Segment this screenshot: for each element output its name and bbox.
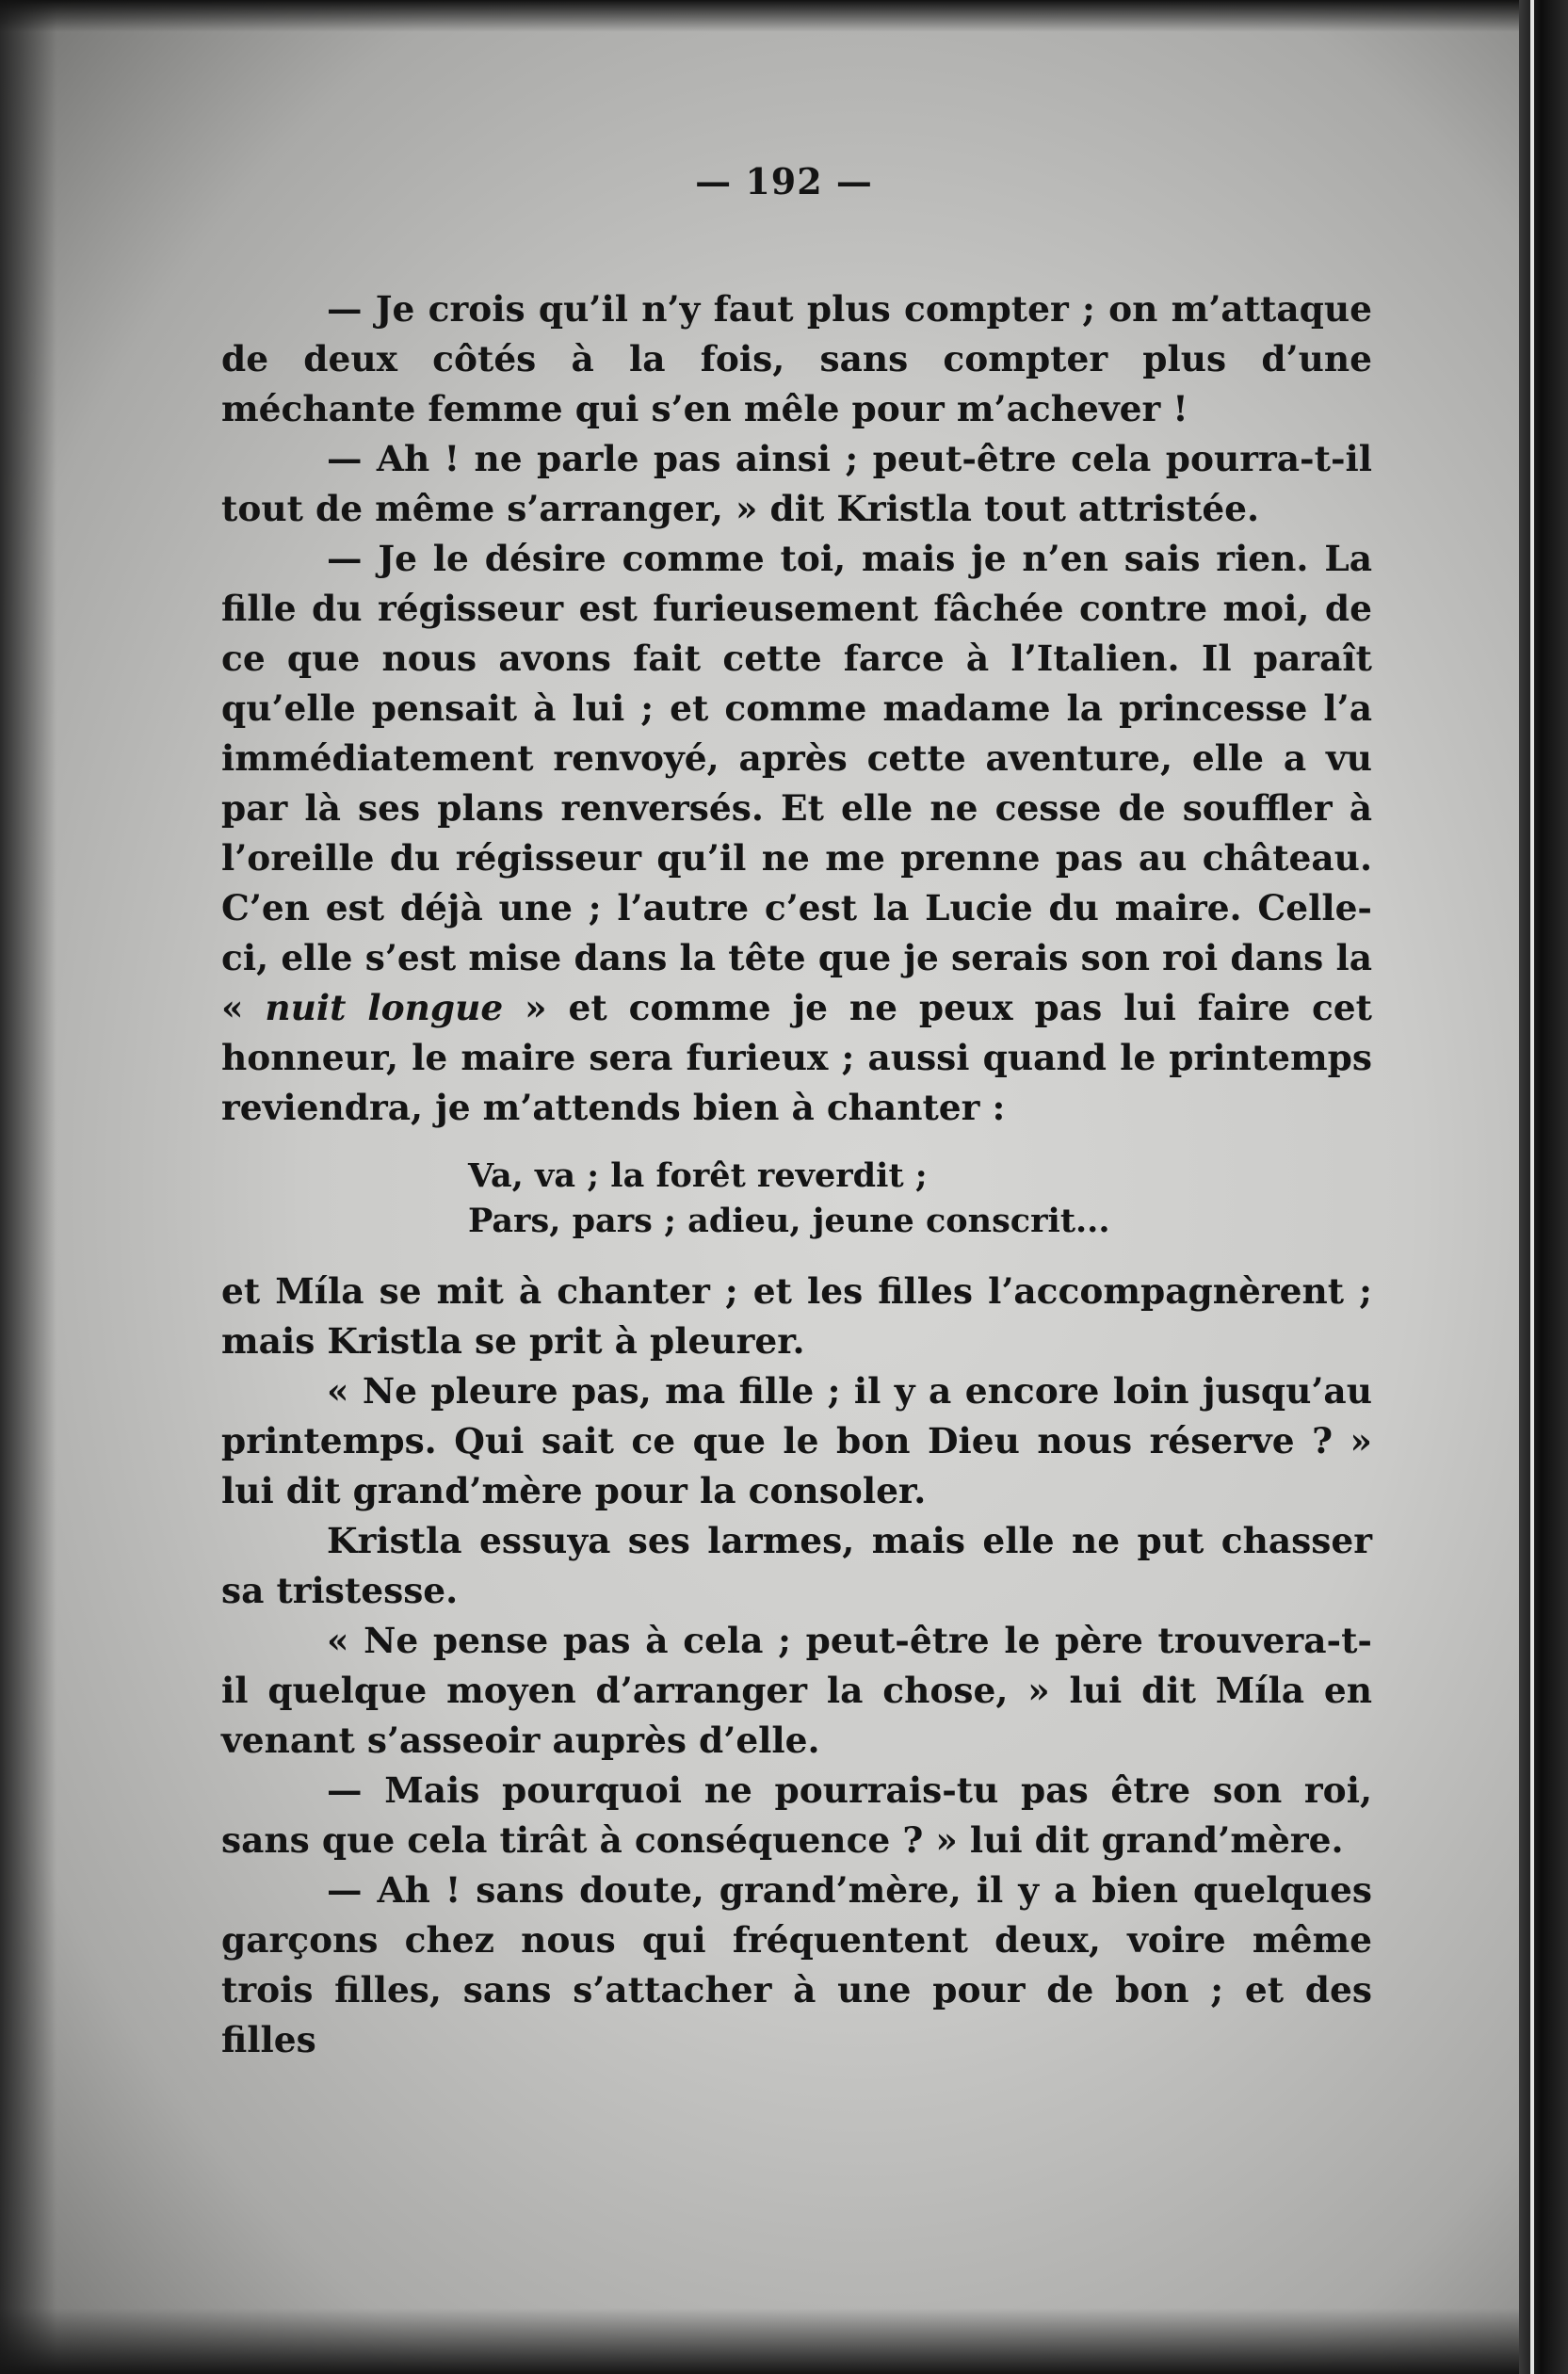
italic-phrase: nuit longue <box>265 987 504 1028</box>
paragraph: — Ah ! sans doute, grand’mère, il y a bien quelques garçons chez nous qui fréquentent deux, voire même trois filles, sans s’attacher à une pour de bon ; et des filles <box>221 1869 1372 2060</box>
paragraph: Kristla essuya ses larmes, mais elle ne put chasser sa tristesse. <box>221 1520 1372 1611</box>
verse-line: Pars, pars ; adieu, jeune conscrit... <box>468 1202 1110 1240</box>
page-shadow-left <box>0 0 57 2374</box>
page-shadow-top <box>0 0 1568 32</box>
paragraph: et Míla se mit à chanter ; et les filles l’accompagnèrent ; mais Kristla se prit à pleurer. <box>221 1270 1372 1362</box>
page-number: — 192 — <box>695 160 873 202</box>
paragraph-text: — Je le désire comme toi, mais je n’en sais rien. La fille du régisseur est furieusement fâchée contre moi, de ce que nous avons fait cette farce à l’Italien. Il paraît qu’elle pensait à lui ; et comme madame la princesse l’a immédiatement renvoyé, après cette aventure, elle a vu par là ses plans renversés. Et elle ne cesse de souffler à l’oreille du régisseur qu’il ne me prenne pas au château. C’en est déjà une ; l’autre c’est la Lucie du maire. Celle-ci, elle s’est mise dans la tête que je serais son roi dans la « <box>221 538 1372 1028</box>
paragraph: « Ne pense pas à cela ; peut-être le père trouvera-t-il quelque moyen d’arranger la chose, » lui dit Míla en venant s’asseoir auprès d’elle. <box>221 1620 1372 1761</box>
song-verse <box>468 1154 1372 1244</box>
book-spine-edge <box>1519 0 1568 2374</box>
paragraph-text: » et comme je ne peux pas lui faire cet honneur, le maire sera furieux ; aussi quand le printemps reviendra, je m’attends bien à chanter : <box>221 987 1372 1128</box>
page-shadow-bottom <box>0 2308 1568 2374</box>
paragraph: — Ah ! ne parle pas ainsi ; peut-être cela pourra-t-il tout de même s’arranger, » dit Kristla tout attristée. <box>221 438 1372 529</box>
body-text <box>221 284 1372 2065</box>
paragraph: « Ne pleure pas, ma fille ; il y a encore loin jusqu’au printemps. Qui sait ce que le bon Dieu nous réserve ? » lui dit grand’mère pour la consoler. <box>221 1370 1372 1511</box>
verse-line: Va, va ; la forêt reverdit ; <box>468 1156 928 1195</box>
paragraph: — Je crois qu’il n’y faut plus compter ; on m’attaque de deux côtés à la fois, sans compter plus d’une méchante femme qui s’en mêle pour m’achever ! <box>221 288 1372 429</box>
paragraph: — Mais pourquoi ne pourrais-tu pas être son roi, sans que cela tirât à conséquence ? » lui dit grand’mère. <box>221 1769 1372 1861</box>
paragraph <box>221 534 1372 1133</box>
